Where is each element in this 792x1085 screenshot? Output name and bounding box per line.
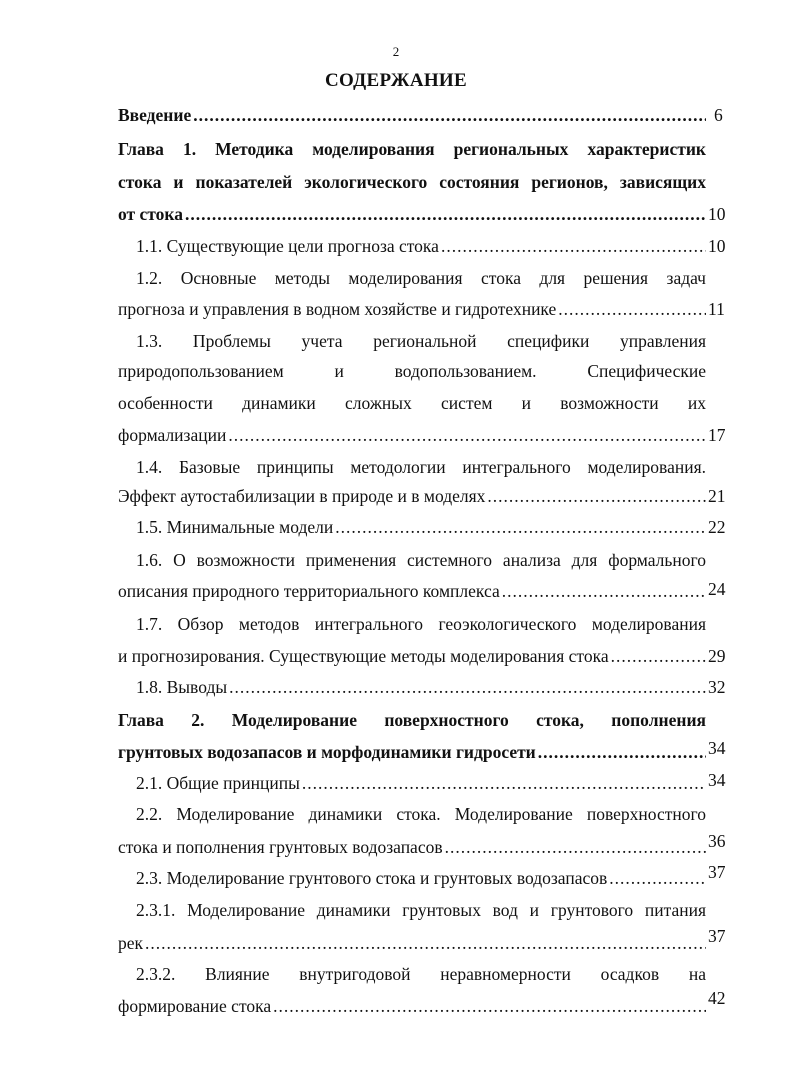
toc-section-1-1-text: 1.1. Существующие цели прогноза стока [136, 236, 439, 256]
toc-section-1-5-text: 1.5. Минимальные модели [136, 517, 334, 537]
toc-section-2-3-1-page: 37 [708, 926, 726, 946]
toc-chapter-1[interactable] [118, 203, 706, 225]
toc-chapter-1-page: 10 [708, 204, 726, 224]
toc-section-1-7-line2: и прогнозирования. Существующие методы моделирования стока [118, 646, 609, 666]
dot-leader [502, 580, 706, 602]
toc-section-2-3[interactable] [136, 867, 706, 889]
dot-leader [445, 836, 706, 858]
toc-chapter-1-line1: Глава 1. Методика моделирования региональных характеристик [118, 139, 706, 159]
toc-entry-intro-text: Введение [118, 105, 192, 125]
toc-section-2-3-2-line1: 2.3.2. Влияние внутригодовой неравномерности осадков на [136, 964, 706, 984]
toc-section-1-3-line1: 1.3. Проблемы учета региональной специфики управления [136, 331, 706, 351]
toc-section-1-2-line2: прогноза и управления в водном хозяйстве и гидротехнике [118, 299, 557, 319]
toc-section-1-8-page: 32 [708, 677, 726, 697]
dot-leader [558, 298, 706, 320]
toc-section-1-7[interactable] [118, 645, 706, 667]
dot-leader [228, 424, 706, 446]
toc-section-1-6-line1: 1.6. О возможности применения системного анализа для формального [136, 550, 706, 570]
toc-section-1-8[interactable] [136, 676, 706, 698]
toc-section-2-1-text: 2.1. Общие принципы [136, 773, 300, 793]
toc-section-2-3-2-page: 42 [708, 988, 726, 1008]
toc-chapter-1-line2: стока и показателей экологического состояния регионов, зависящих [118, 172, 706, 192]
dot-leader [229, 676, 706, 698]
toc-section-1-5[interactable] [136, 516, 706, 538]
toc-section-1-2[interactable] [118, 298, 706, 320]
toc-section-2-3-1-line2: рек [118, 933, 144, 953]
toc-section-2-1-page: 34 [708, 770, 726, 790]
toc-section-2-2-line1: 2.2. Моделирование динамики стока. Моделирование поверхностного [136, 804, 706, 824]
toc-section-1-4[interactable] [118, 485, 706, 507]
dot-leader [538, 741, 706, 763]
dot-leader [335, 516, 706, 538]
toc-section-1-3-line4: формализации [118, 425, 227, 445]
toc-chapter-2[interactable] [118, 741, 706, 763]
page-title: СОДЕРЖАНИЕ [325, 70, 467, 91]
toc-section-2-2-page: 36 [708, 831, 726, 851]
dot-leader [273, 995, 706, 1017]
dot-leader [145, 932, 706, 954]
toc-section-2-3-1-line1: 2.3.1. Моделирование динамики грунтовых вод и грунтового питания [136, 900, 706, 920]
toc-section-1-3[interactable] [118, 424, 706, 446]
toc-section-1-1[interactable] [136, 235, 706, 257]
toc-section-2-2[interactable] [118, 836, 706, 858]
toc-section-1-4-page: 21 [708, 486, 726, 506]
toc-section-2-2-line2: стока и пополнения грунтовых водозапасов [118, 837, 443, 857]
toc-section-1-6-page: 24 [708, 579, 726, 599]
dot-leader [193, 104, 706, 126]
toc-section-2-3-2-line2: формирование стока [118, 996, 272, 1016]
dot-leader [609, 867, 706, 889]
toc-section-2-1[interactable] [136, 772, 706, 794]
toc-section-1-7-page: 29 [708, 646, 726, 666]
toc-section-1-4-line1: 1.4. Базовые принципы методологии интегрального моделирования. [136, 457, 706, 477]
toc-section-1-6-line2: описания природного территориального комплекса [118, 581, 500, 601]
toc-section-2-3-2[interactable] [118, 995, 706, 1017]
toc-section-1-3-page: 17 [708, 425, 726, 445]
dot-leader [302, 772, 706, 794]
toc-section-1-2-page: 11 [708, 299, 725, 319]
toc-section-1-2-line1: 1.2. Основные методы моделирования стока для решения задач [136, 268, 706, 288]
dot-leader [185, 203, 706, 225]
toc-section-2-3-1[interactable] [118, 932, 706, 954]
dot-leader [611, 645, 706, 667]
toc-chapter-2-line1: Глава 2. Моделирование поверхностного стока, пополнения [118, 710, 706, 730]
toc-section-2-3-page: 37 [708, 862, 726, 882]
toc-section-1-5-page: 22 [708, 517, 726, 537]
toc-section-2-3-text: 2.3. Моделирование грунтового стока и грунтовых водозапасов [136, 868, 608, 888]
toc-section-1-1-page: 10 [708, 236, 726, 256]
dot-leader [441, 235, 706, 257]
toc-chapter-2-line2: грунтовых водозапасов и морфодинамики гидросети [118, 742, 536, 762]
page-number: 2 [392, 44, 400, 59]
toc-chapter-2-page: 34 [708, 738, 726, 758]
toc-section-1-8-text: 1.8. Выводы [136, 677, 228, 697]
toc-section-1-6[interactable] [118, 580, 706, 602]
dot-leader [487, 485, 706, 507]
toc-section-1-3-line3: особенности динамики сложных систем и возможности их [118, 393, 706, 413]
toc-section-1-4-line2: Эффект аутостабилизации в природе и в моделях [118, 486, 486, 506]
toc-entry-intro-page: 6 [714, 105, 723, 125]
toc-chapter-1-line3: от стока [118, 204, 183, 224]
toc-section-1-7-line1: 1.7. Обзор методов интегрального геоэкологического моделирования [136, 614, 706, 634]
toc-section-1-3-line2: природопользованием и водопользованием. Специфические [118, 361, 706, 381]
toc-entry-intro[interactable] [118, 104, 706, 126]
